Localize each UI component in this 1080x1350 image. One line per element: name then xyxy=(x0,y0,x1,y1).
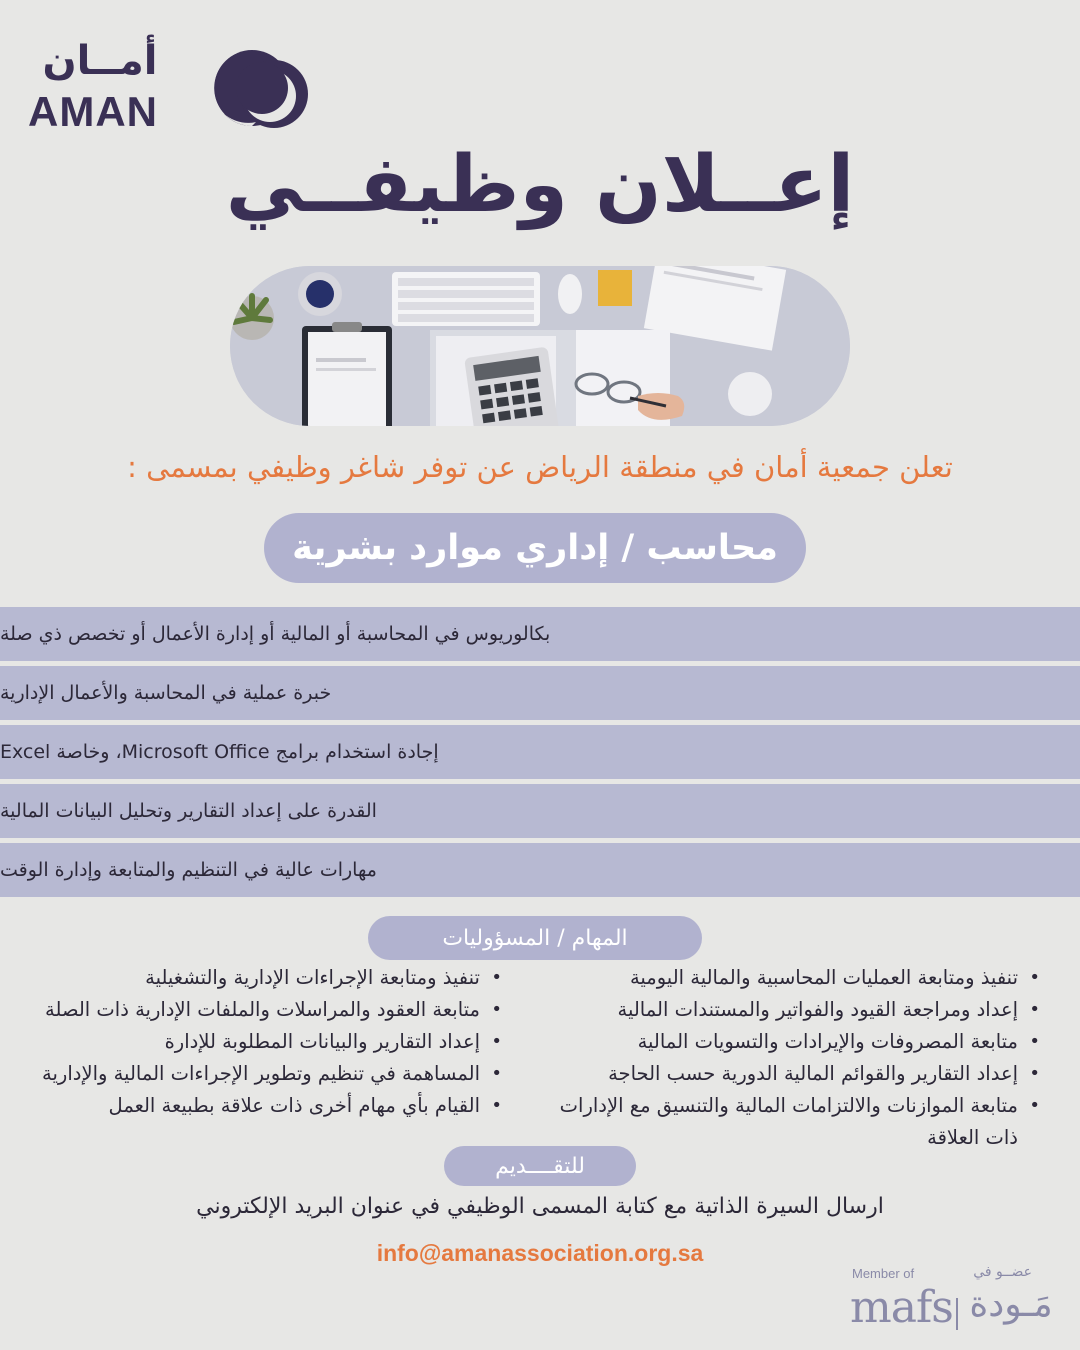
aman-logo xyxy=(28,38,288,135)
apply-heading-text: للتقــــديم xyxy=(495,1153,585,1179)
list-item: • إعداد التقارير والقوائم المالية الدورية حسب الحاجة xyxy=(532,1058,1042,1090)
aman-logo-mark-icon xyxy=(212,44,312,136)
apply-heading xyxy=(444,1146,636,1186)
member-of-arabic-label: عضــو في xyxy=(973,1264,1032,1280)
requirement-row xyxy=(0,666,1080,720)
list-item: • متابعة الموازنات والالتزامات المالية والتنسيق مع الإدارات ذات العلاقة xyxy=(532,1090,1042,1154)
mafs-english-wordmark: mafs xyxy=(850,1282,953,1333)
intro-text: تعلن جمعية أمان في منطقة الرياض عن توفر شاغر وظيفي بمسمى : xyxy=(127,450,953,484)
list-item: • تنفيذ ومتابعة الإجراءات الإدارية والتشغيلية xyxy=(14,962,504,994)
requirement-text: إجادة استخدام برامج Microsoft Office، وخاصة Excel xyxy=(0,741,439,763)
list-item: • متابعة المصروفات والإيرادات والتسويات المالية xyxy=(532,1026,1042,1058)
responsibilities-heading xyxy=(368,916,702,960)
logo-arabic-text: أمــان xyxy=(42,38,158,84)
job-title-text: محاسب / إداري موارد بشرية xyxy=(292,528,778,568)
responsibilities-heading-text: المهام / المسؤوليات xyxy=(442,925,628,951)
page-title: إعــلان وظيفــي xyxy=(225,140,855,230)
list-item: • إعداد التقارير والبيانات المطلوبة للإدارة xyxy=(14,1026,504,1058)
list-item: • إعداد ومراجعة القيود والفواتير والمستندات المالية xyxy=(532,994,1042,1026)
list-item: • المساهمة في تنظيم وتطوير الإجراءات المالية والإدارية xyxy=(14,1058,504,1090)
responsibilities-list-administrative xyxy=(14,962,504,1122)
list-item: • القيام بأي مهام أخرى ذات علاقة بطبيعة العمل xyxy=(14,1090,504,1122)
logo-divider xyxy=(956,1298,958,1330)
mafs-arabic-wordmark: مَـودة xyxy=(969,1284,1053,1325)
requirement-text: خبرة عملية في المحاسبة والأعمال الإدارية xyxy=(0,682,332,704)
member-of-label: Member of xyxy=(852,1266,915,1281)
requirement-row xyxy=(0,843,1080,897)
list-item: • تنفيذ ومتابعة العمليات المحاسبية والمالية اليومية xyxy=(532,962,1042,994)
requirement-row xyxy=(0,784,1080,838)
office-desk-photo xyxy=(230,266,850,426)
requirement-text: القدرة على إعداد التقارير وتحليل البيانات المالية xyxy=(0,800,377,822)
logo-english-text: AMAN xyxy=(28,88,158,135)
list-item: • متابعة العقود والمراسلات والملفات الإدارية ذات الصلة xyxy=(14,994,504,1026)
mafs-membership-logo xyxy=(850,1262,1060,1342)
desk-illustration-icon xyxy=(230,266,850,426)
job-title-badge xyxy=(264,513,806,583)
requirement-row xyxy=(0,607,1080,661)
apply-instructions: ارسال السيرة الذاتية مع كتابة المسمى الوظيفي في عنوان البريد الإلكتروني xyxy=(196,1194,884,1219)
requirement-text: بكالوريوس في المحاسبة أو المالية أو إدارة الأعمال أو تخصص ذي صلة xyxy=(0,623,551,645)
responsibilities-list-financial xyxy=(532,962,1042,1154)
contact-email-link[interactable]: info@amanassociation.org.sa xyxy=(376,1240,704,1266)
requirement-text: مهارات عالية في التنظيم والمتابعة وإدارة الوقت xyxy=(0,859,377,881)
requirement-row xyxy=(0,725,1080,779)
